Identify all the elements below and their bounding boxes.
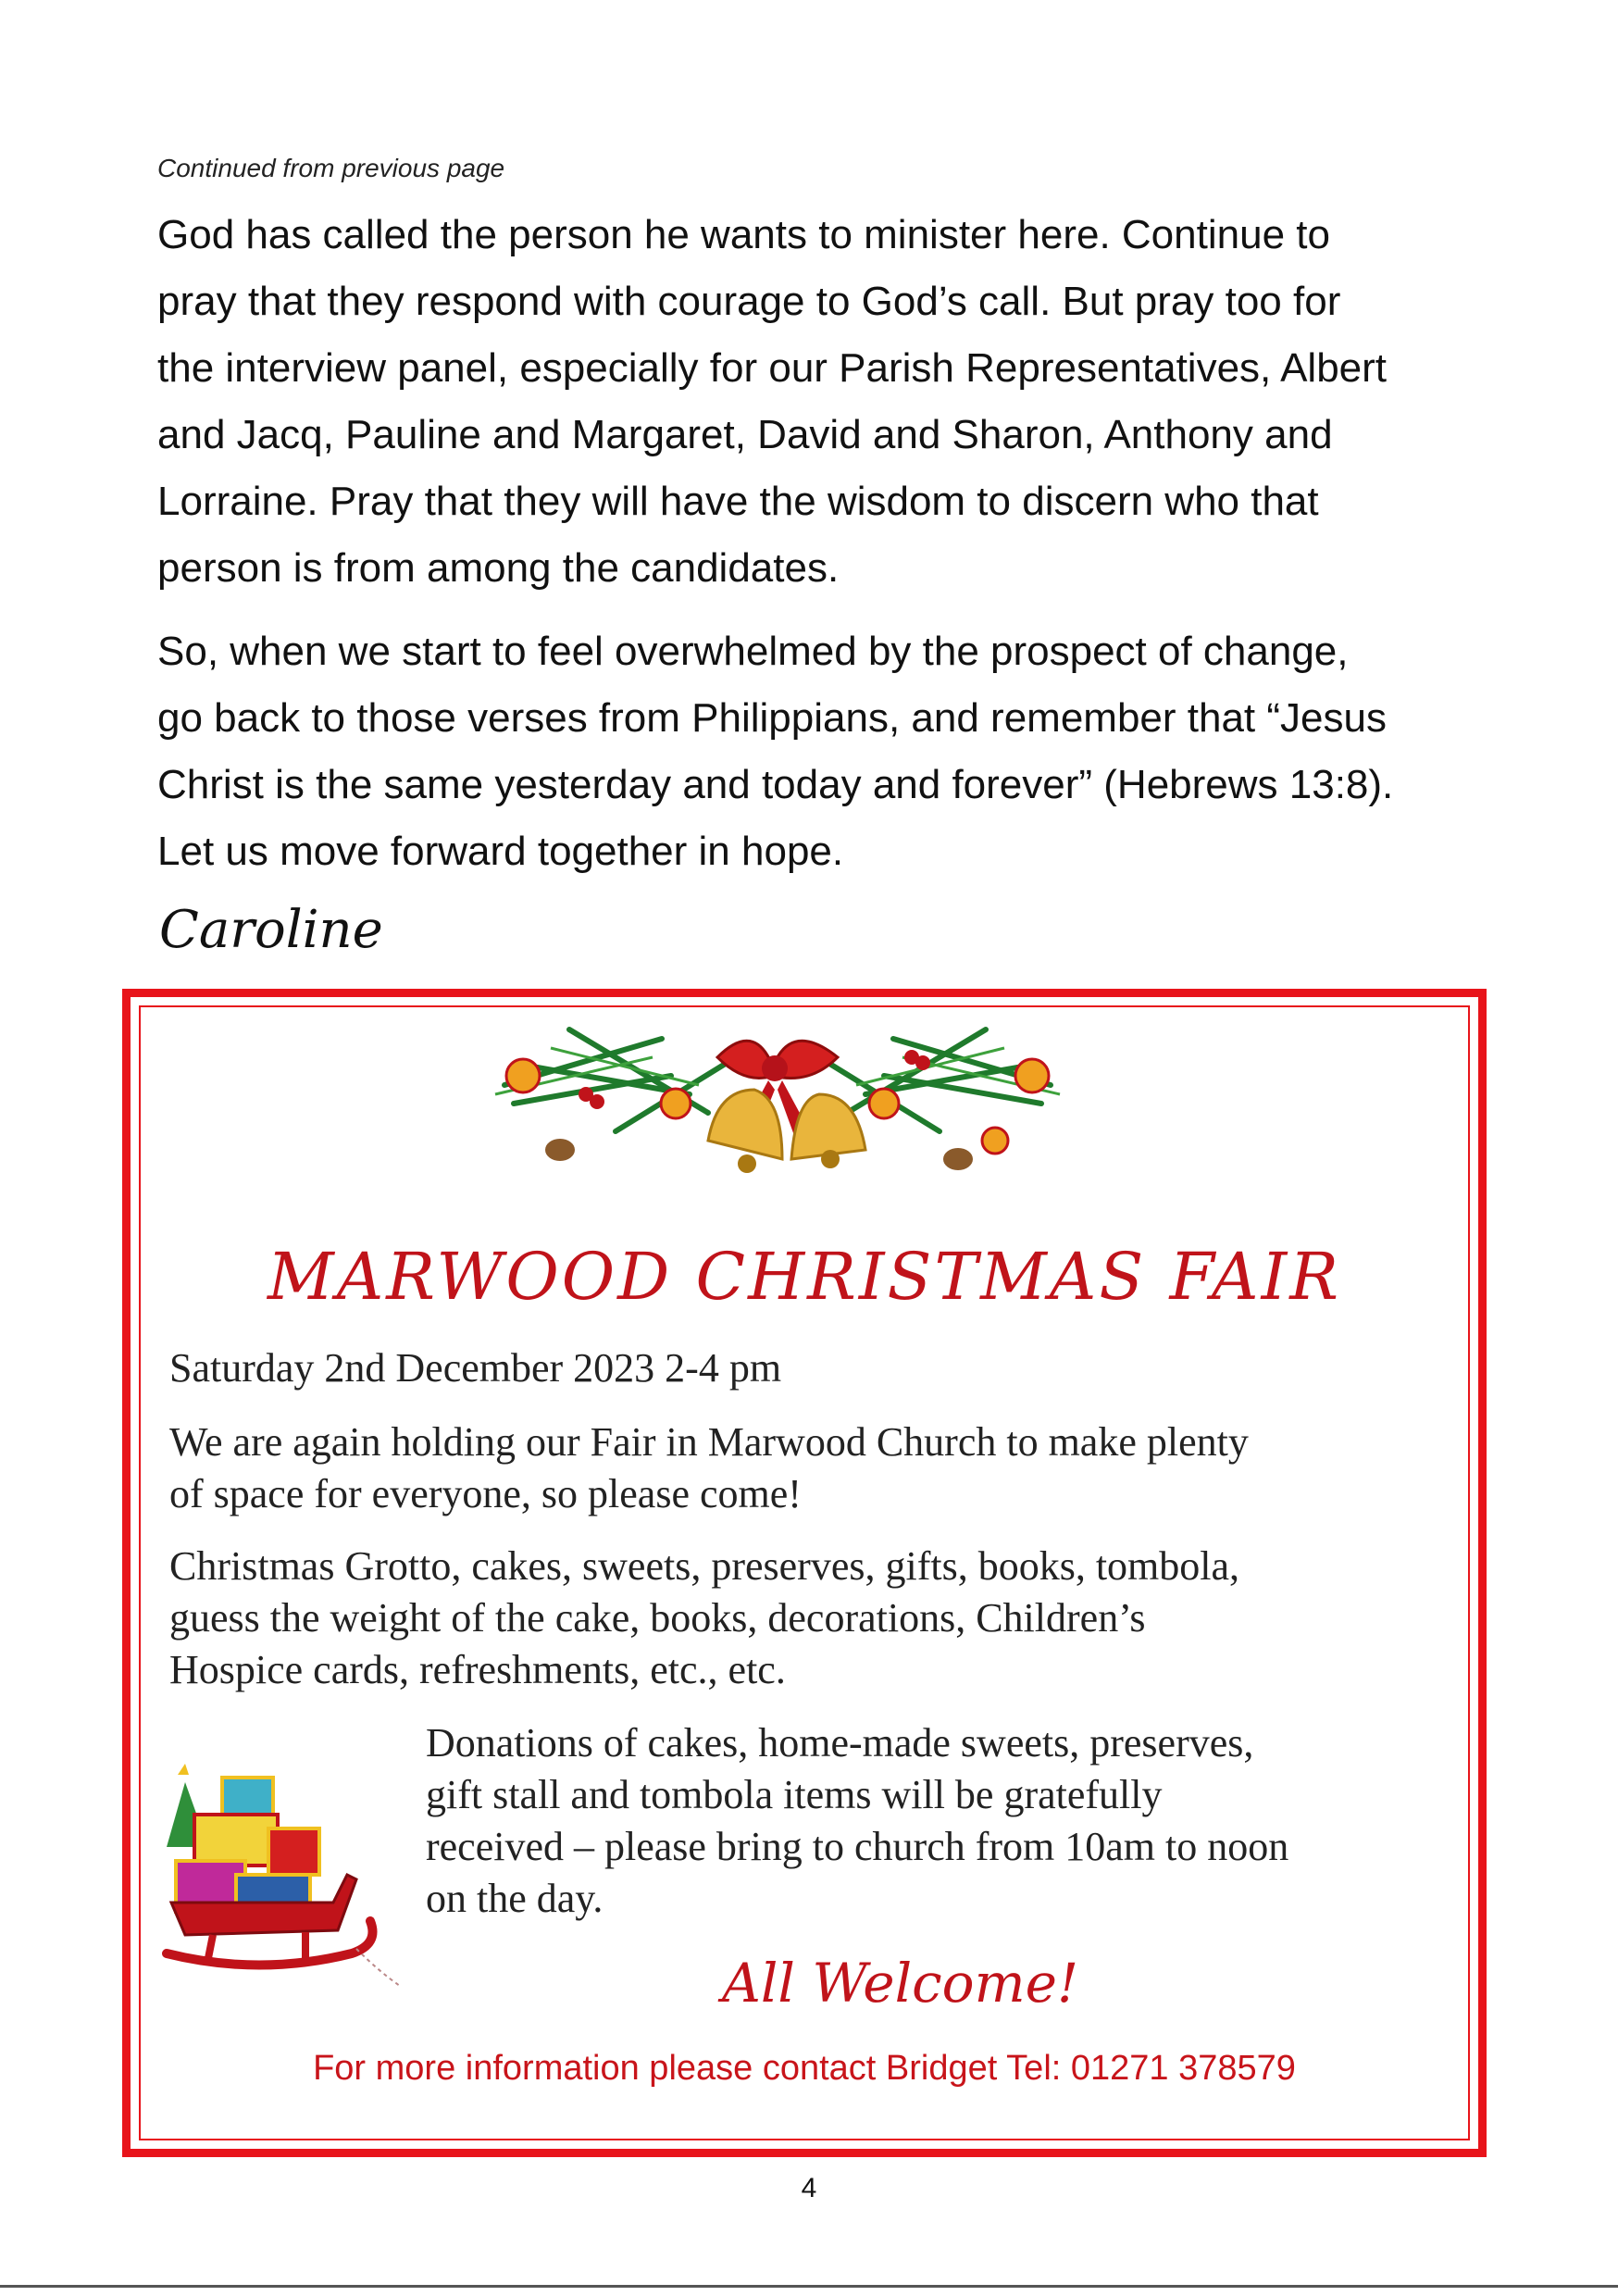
text-line: Donations of cakes, home-made sweets, preserves, xyxy=(426,1720,1254,1766)
continued-note: Continued from previous page xyxy=(157,154,505,182)
gift-sleigh-icon xyxy=(157,1764,403,2004)
text-line: Hospice cards, refreshments, etc., etc. xyxy=(169,1647,786,1692)
text-line: Lorraine. Pray that they will have the wisdom to discern who that xyxy=(157,479,1319,524)
all-welcome-text: All Welcome! xyxy=(722,1952,1079,2015)
signature: Caroline xyxy=(159,900,383,960)
christmas-garland-bells-icon xyxy=(477,1002,1078,1196)
text-line: and Jacq, Pauline and Margaret, David and Sharon, Anthony and xyxy=(157,412,1333,457)
article-paragraph-1 xyxy=(157,202,1472,602)
text-line: on the day. xyxy=(426,1876,604,1921)
text-line: God has called the person he wants to minister here. Continue to xyxy=(157,212,1330,257)
text-line: go back to those verses from Philippians, and remember that “Jesus xyxy=(157,695,1387,741)
text-line: pray that they respond with courage to God’s call. But pray too for xyxy=(157,279,1341,324)
contact-info: For more information please contact Bridget Tel: 01271 378579 xyxy=(313,2049,1296,2088)
page-bottom-divider xyxy=(0,2285,1618,2288)
text-line: Let us move forward together in hope. xyxy=(157,829,844,874)
text-line: person is from among the candidates. xyxy=(157,545,840,591)
text-line: Christ is the same yesterday and today and forever” (Hebrews 13:8). xyxy=(157,762,1394,807)
article-paragraph-2 xyxy=(157,618,1472,885)
text-line: gift stall and tombola items will be gratefully xyxy=(426,1772,1163,1817)
fair-paragraph-3 xyxy=(426,1717,1462,1925)
text-line: the interview panel, especially for our Parish Representatives, Albert xyxy=(157,345,1388,391)
fair-date: Saturday 2nd December 2023 2-4 pm xyxy=(169,1345,782,1391)
text-line: received – please bring to church from 10am to noon xyxy=(426,1824,1289,1869)
fair-paragraph-1 xyxy=(169,1416,1465,1520)
fair-title: MARWOOD CHRISTMAS FAIR xyxy=(268,1239,1341,1315)
page-number: 4 xyxy=(801,2173,817,2203)
fair-paragraph-2 xyxy=(169,1541,1465,1696)
text-line: of space for everyone, so please come! xyxy=(169,1471,802,1516)
text-line: Christmas Grotto, cakes, sweets, preserves, gifts, books, tombola, xyxy=(169,1543,1240,1589)
text-line: So, when we start to feel overwhelmed by the prospect of change, xyxy=(157,629,1349,674)
text-line: We are again holding our Fair in Marwood Church to make plenty xyxy=(169,1419,1249,1465)
text-line: guess the weight of the cake, books, decorations, Children’s xyxy=(169,1595,1146,1641)
